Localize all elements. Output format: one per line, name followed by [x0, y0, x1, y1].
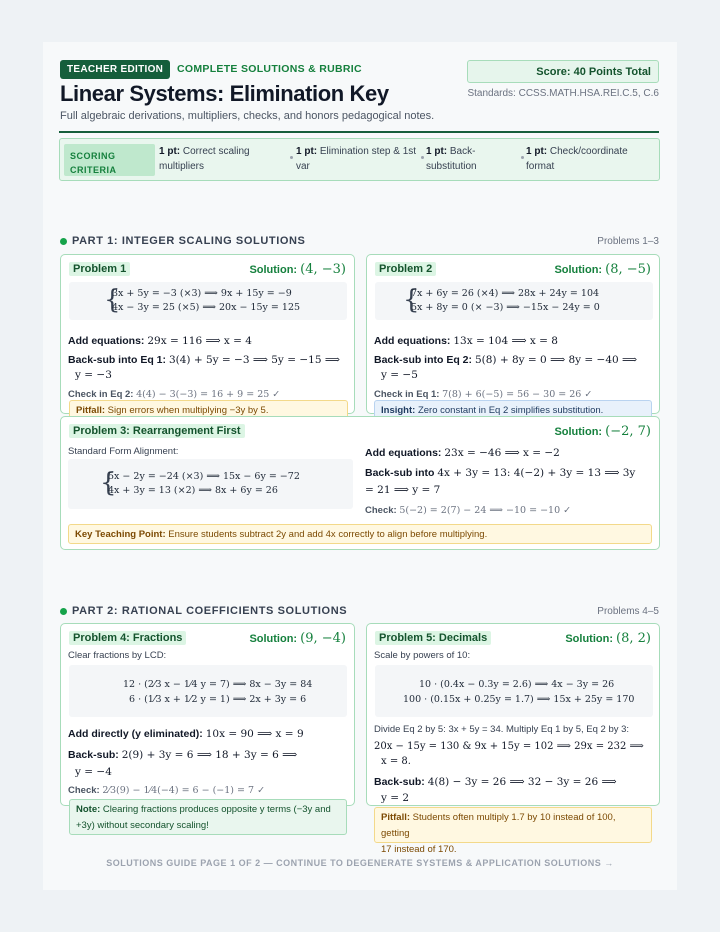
solution: Solution: (9, −4)	[249, 631, 346, 646]
problem-4-card	[60, 623, 355, 806]
intro-label: Clear fractions by LCD:	[68, 650, 167, 661]
teacher-edition-badge: TEACHER EDITION	[60, 60, 170, 79]
add-step: Add equations: 29x = 116 ⟹ x = 4	[68, 335, 252, 347]
section-dot	[60, 238, 67, 245]
pitfall-note: Pitfall: Sign errors when multiplying −3y by 5.	[69, 400, 348, 422]
worksheet-page	[43, 42, 677, 890]
back-sub-step: Back-sub into 4x + 3y = 13: 4(−2) + 3y = 13 ⟹ 3y	[365, 467, 636, 479]
header-tagline: COMPLETE SOLUTIONS & RUBRIC	[177, 63, 362, 75]
back-sub-result: y = −4	[75, 766, 112, 778]
score-box: Score: 40 Points Total	[467, 60, 659, 83]
solution: Solution: (8, −5)	[554, 262, 651, 277]
equation-system: { 3x + 5y = −3 (×3) ⟹ 9x + 15y = −9 4x − 3y = 25 (×5) ⟹ 20x − 15y = 125	[69, 282, 347, 320]
section-range: Problems 4–5	[597, 606, 659, 617]
back-sub-step: Back-sub into Eq 1: 3(4) + 5y = −3 ⟹ 5y = −15 ⟹	[68, 354, 340, 366]
criterion-item: 1 pt: Correct scaling multipliers	[159, 146, 250, 172]
page-footer: SOLUTIONS GUIDE PAGE 1 OF 2 — CONTINUE TO DEGENERATE SYSTEMS & APPLICATION SOLUTIONS →	[106, 858, 614, 868]
section-dot	[60, 608, 67, 615]
back-sub-result: y = −5	[381, 369, 418, 381]
combine-result: x = 8.	[381, 756, 411, 767]
equation-system: 12 · (2⁄3 x − 1⁄4 y = 7) ⟹ 8x − 3y = 84 6 · (1⁄3 x + 1⁄2 y = 1) ⟹ 2x + 3y = 6	[69, 665, 347, 717]
back-sub-step: Back-sub: 4(8) − 3y = 26 ⟹ 32 − 3y = 26 ⟹	[374, 776, 617, 788]
standards-label: Standards: CCSS.MATH.HSA.REI.C.5, C.6	[467, 88, 659, 99]
back-sub-result: = 21 ⟹ y = 7	[365, 484, 441, 496]
problem-label: Problem 2	[375, 262, 436, 276]
back-sub-step: Back-sub into Eq 2: 5(8) + 8y = 0 ⟹ 8y = −40 ⟹	[374, 354, 638, 366]
criterion-item: 1 pt: Back- substitution	[426, 146, 477, 172]
part2-heading	[59, 605, 659, 619]
check-step: Check in Eq 1: 7(8) + 6(−5) = 56 − 30 = 26 ✓	[374, 389, 593, 400]
equation-system: { 7x + 6y = 26 (×4) ⟹ 28x + 24y = 104 5x + 8y = 0 (× −3) ⟹ −15x − 24y = 0	[375, 282, 653, 320]
scoring-criteria	[59, 138, 660, 181]
add-step: Add equations: 23x = −46 ⟹ x = −2	[365, 447, 560, 459]
section-title: PART 2: RATIONAL COEFFICIENTS SOLUTIONS	[72, 605, 348, 617]
criterion-item: 1 pt: Check/coordinate format	[526, 146, 628, 172]
equation-system: { 5x − 2y = −24 (×3) ⟹ 15x − 6y = −72 4x + 3y = 13 (×2) ⟹ 8x + 6y = 26	[68, 459, 353, 509]
check-step: Check: 2⁄3(9) − 1⁄4(−4) = 6 − (−1) = 7 ✓	[68, 785, 266, 796]
bullet-dot	[421, 156, 424, 159]
equation-system: 10 · (0.4x − 0.3y = 2.6) ⟹ 4x − 3y = 26 100 · (0.15x + 0.25y = 1.7) ⟹ 15x + 25y = 170	[375, 665, 653, 717]
back-sub-result: y = 2	[381, 792, 410, 804]
problem-2-card	[366, 254, 660, 414]
note-box: Note: Clearing fractions produces opposite y terms (−3y and +3y) without secondary scaling!	[69, 799, 347, 835]
check-step: Check: 5(−2) = 2(7) − 24 ⟹ −10 = −10 ✓	[365, 505, 572, 516]
problem-5-card	[366, 623, 660, 806]
add-step: Add equations: 13x = 104 ⟹ x = 8	[374, 335, 558, 347]
solution: Solution: (4, −3)	[249, 262, 346, 277]
problem-1-card	[60, 254, 355, 414]
back-sub-step: Back-sub: 2(9) + 3y = 6 ⟹ 18 + 3y = 6 ⟹	[68, 749, 298, 761]
part1-heading	[59, 235, 659, 249]
section-range: Problems 1–3	[597, 236, 659, 247]
section-title: PART 1: INTEGER SCALING SOLUTIONS	[72, 235, 306, 247]
criteria-label: SCORING CRITERIA	[64, 144, 155, 176]
bullet-dot	[521, 156, 524, 159]
standard-form-label: Standard Form Alignment:	[68, 446, 179, 457]
pitfall-note: Pitfall: Students often multiply 1.7 by 10 instead of 100, getting 17 instead of 170.	[374, 807, 652, 843]
problem-label: Problem 1	[69, 262, 130, 276]
problem-label: Problem 3: Rearrangement First	[69, 424, 245, 438]
solution: Solution: (8, 2)	[565, 631, 651, 646]
problem-3-card	[60, 416, 660, 550]
solution: Solution: (−2, 7)	[554, 424, 651, 439]
problem-label: Problem 5: Decimals	[375, 631, 491, 645]
back-sub-result: y = −3	[75, 369, 112, 381]
header	[59, 59, 659, 133]
problem-label: Problem 4: Fractions	[69, 631, 186, 645]
check-step: Check in Eq 2: 4(4) − 3(−3) = 16 + 9 = 25 ✓	[68, 389, 281, 400]
insight-note: Insight: Zero constant in Eq 2 simplifies substitution.	[374, 400, 652, 420]
combine-step: 20x − 15y = 130 & 9x + 15y = 102 ⟹ 29x = 232 ⟹	[374, 741, 644, 752]
page-subtitle: Full algebraic derivations, multipliers, checks, and honors pedagogical notes.	[60, 110, 435, 122]
page-title: Linear Systems: Elimination Key	[60, 81, 389, 106]
add-step: Add directly (y eliminated): 10x = 90 ⟹ x = 9	[68, 728, 304, 740]
criterion-item: 1 pt: Elimination step & 1st var	[296, 146, 417, 172]
bullet-dot	[290, 156, 293, 159]
intro-label: Scale by powers of 10:	[374, 650, 471, 661]
divide-step: Divide Eq 2 by 5: 3x + 5y = 34. Multiply Eq 1 by 5, Eq 2 by 3:	[374, 724, 630, 735]
teaching-point-note: Key Teaching Point: Ensure students subtract 2y and add 4x correctly to align before multiplying.	[68, 524, 652, 544]
